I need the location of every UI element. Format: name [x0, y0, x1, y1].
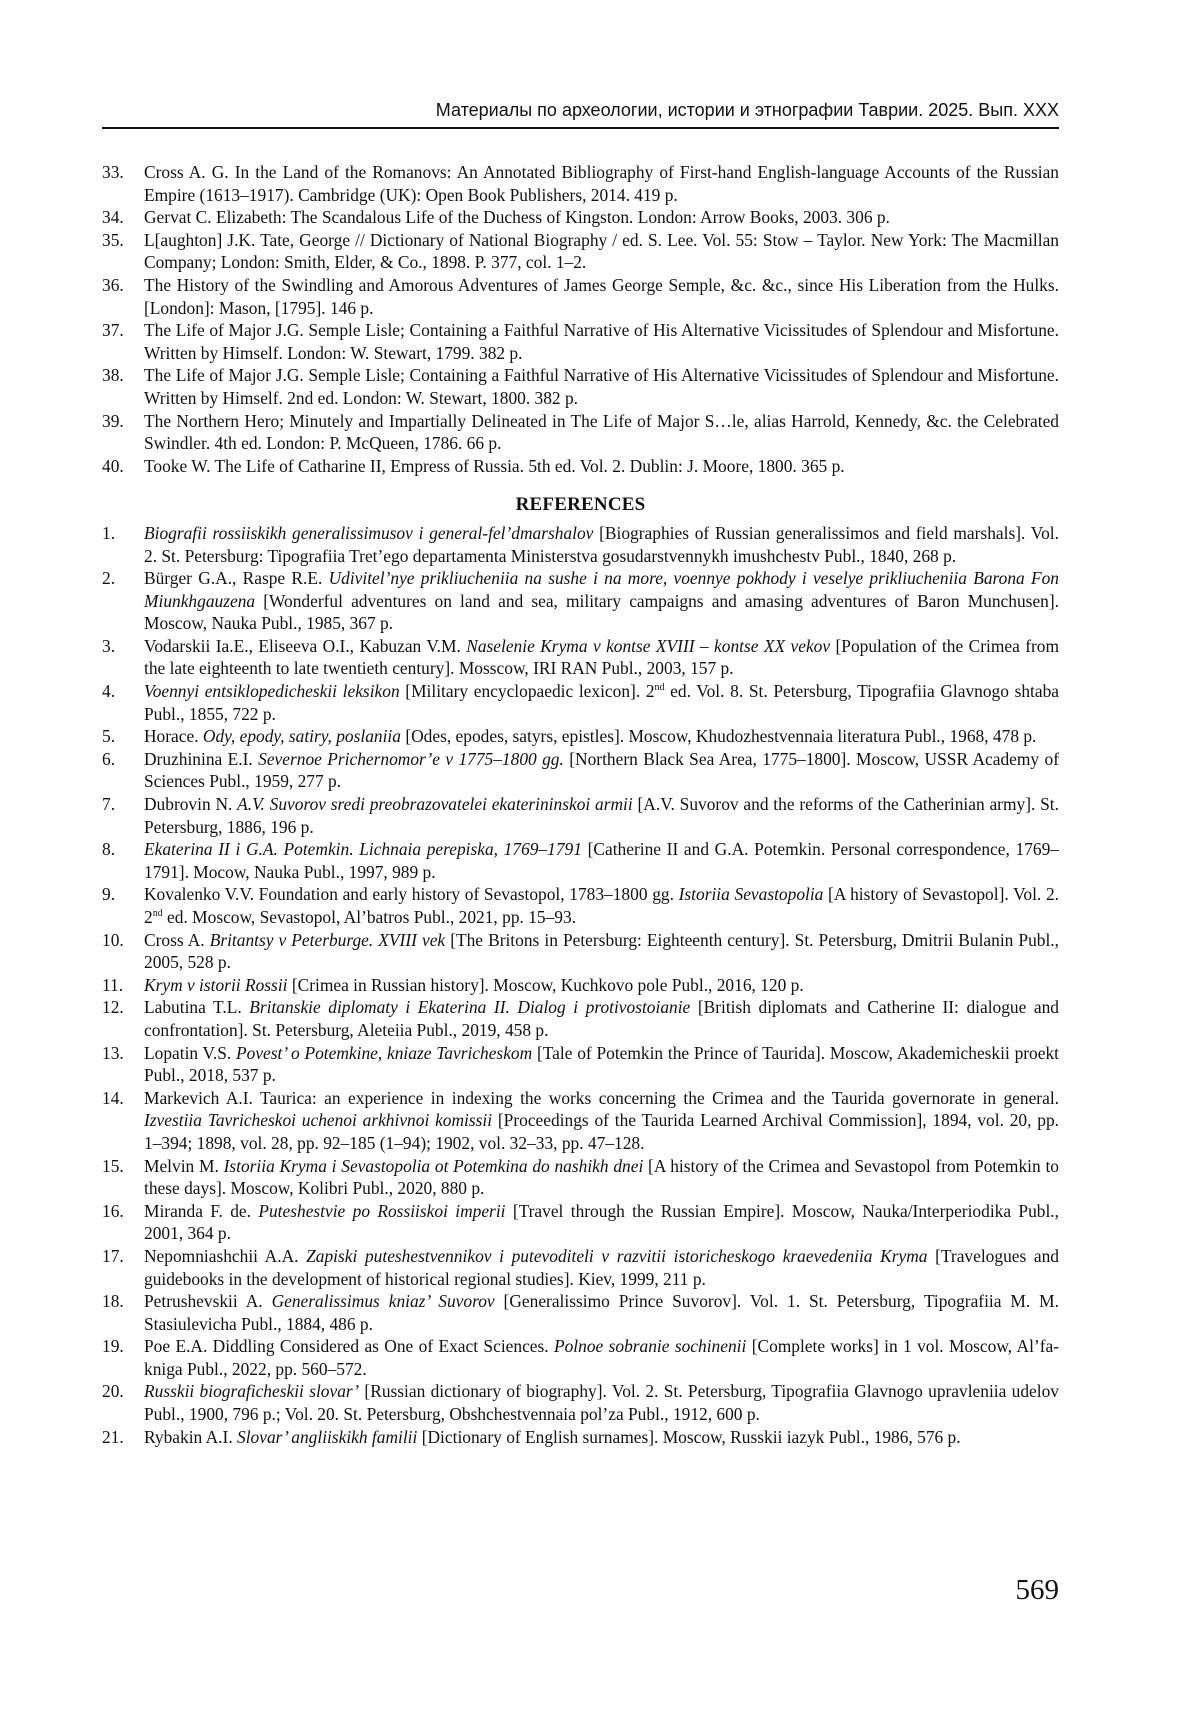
reference-text [144, 997, 1059, 1040]
reference-number: 5. [102, 726, 116, 747]
reference-text [144, 839, 1059, 882]
reference-title-italic: Severnoe Prichernomor’e v 1775–1800 gg. [258, 748, 564, 769]
reference-text [144, 1043, 1059, 1086]
reference-item [102, 455, 1059, 478]
reference-number: 35. [102, 229, 124, 250]
reference-text [144, 1246, 1059, 1289]
reference-title-italic: Generalissimus kniaz’ Suvorov [271, 1291, 495, 1312]
reference-text-part: [British diplomats and Catherine II: dialogue and confrontation]. St. Petersburg, Aleteiia Publ., 2019, 458 p. [144, 997, 1059, 1040]
reference-item [102, 1426, 1059, 1449]
reference-text [144, 636, 1059, 679]
running-header: Материалы по археологии, истории и этнографии Таврии. 2025. Вып. XXX [102, 100, 1059, 129]
reference-text-part: [Military encyclopaedic lexicon]. 2 [399, 681, 655, 702]
reference-number: 9. [102, 884, 116, 905]
reference-text-part: [Biographies of Russian generalissimos and field marshals]. Vol. 2. St. Petersburg: Tipografiia Tret’ego departamenta Ministerstva gosudarstvennykh imushchestv Publ., 1840, 268 p. [144, 522, 1059, 566]
sources-list [102, 161, 1059, 477]
reference-text [144, 230, 1059, 273]
reference-text [144, 320, 1059, 363]
reference-text-part: [The Britons in Petersburg: Eighteenth century]. St. Petersburg, Dmitrii Bulanin Publ., 2005, 528 p. [144, 929, 1060, 973]
reference-text [144, 1156, 1059, 1199]
reference-item [102, 748, 1059, 793]
reference-item [102, 725, 1059, 748]
reference-item [102, 1042, 1059, 1087]
reference-text [144, 749, 1059, 792]
reference-text [144, 794, 1059, 837]
references-list [102, 522, 1059, 1448]
reference-number: 8. [102, 839, 116, 860]
reference-title-italic: Udivitel’nye prikliucheniia na sushe i na more, voennye pokhody i veselye prikliucheniia Barona Fon Miunkhgauzena [144, 568, 1059, 611]
reference-item [102, 1245, 1059, 1290]
reference-number: 13. [102, 1042, 124, 1063]
reference-text [144, 884, 1059, 927]
reference-item [102, 567, 1059, 635]
reference-item [102, 1200, 1059, 1245]
reference-text-part: [Travelogues and guidebooks in the development of historical regional studies]. Kiev, 1999, 211 p. [144, 1245, 1060, 1289]
reference-number: 1. [102, 522, 116, 543]
reference-title-italic: Zapiski puteshestvennikov i putevoditeli v razvitii istoricheskogo kraevedeniia Kryma [306, 1245, 928, 1266]
reference-number: 3. [102, 635, 116, 656]
reference-text-part: L[aughton] J.K. Tate, George // Dictionary of National Biography / ed. S. Lee. Vol. 55: Stow – Taylor. New York: The Macmillan Company; London: Smith, Elder, & Co., 1898. P. 377, col. 1–2. [144, 229, 1059, 273]
reference-text [144, 411, 1059, 454]
reference-number: 6. [102, 748, 116, 769]
reference-number: 37. [102, 320, 124, 341]
reference-item [102, 1290, 1059, 1335]
reference-text-part: [A history of Sevastopol]. Vol. 2. 2 [144, 884, 1059, 927]
reference-text-part: Kovalenko V.V. Foundation and early history of Sevastopol, 1783–1800 gg. [144, 884, 679, 905]
reference-item [102, 1155, 1059, 1200]
reference-title-italic: Puteshestvie po Rossiiskoi imperii [258, 1200, 506, 1221]
reference-item [102, 1087, 1059, 1155]
reference-text-part: Lopatin V.S. [144, 1042, 237, 1063]
reference-title-italic: Britantsy v Peterburge. XVIII vek [209, 929, 446, 950]
reference-number: 11. [102, 974, 124, 995]
reference-text [144, 568, 1059, 633]
reference-text [144, 275, 1059, 318]
reference-text-part: [Tale of Potemkin the Prince of Taurida]. Moscow, Akademicheskii proekt Publ., 2018, 537 p. [144, 1042, 1059, 1086]
reference-text-part: [Complete works] in 1 vol. Moscow, Al’fa-kniga Publ., 2022, pp. 560–572. [144, 1336, 1060, 1379]
reference-item [102, 838, 1059, 883]
reference-text [144, 456, 845, 476]
reference-title-italic: Voennyi entsiklopedicheskii leksikon [144, 681, 400, 702]
reference-number: 12. [102, 997, 124, 1018]
reference-text-part: Horace. [144, 726, 203, 747]
reference-item [102, 929, 1059, 974]
reference-number: 16. [102, 1200, 124, 1221]
reference-text [144, 930, 1059, 973]
reference-title-italic: Krym v istorii Rossii [144, 974, 288, 995]
reference-text [144, 1088, 1059, 1153]
reference-title-italic: Ody, epody, satiry, poslaniia [202, 726, 401, 747]
reference-text-part: Miranda F. de. [144, 1200, 259, 1221]
reference-text-part: [Northern Black Sea Area, 1775–1800]. Moscow, USSR Academy of Sciences Publ., 1959, 277 p. [144, 748, 1059, 792]
reference-item [102, 1380, 1059, 1425]
reference-text-part: Markevich A.I. Taurica: an experience in indexing the works concerning the Crimea and the Taurida governorate in general. [144, 1087, 1059, 1108]
reference-item [102, 229, 1059, 274]
reference-title-italic: Istoriia Kryma i Sevastopolia ot Potemkina do nashikh dnei [223, 1155, 644, 1176]
reference-number: 38. [102, 365, 124, 386]
reference-title-italic: Povest’ o Potemkine, kniaze Tavricheskom [236, 1042, 533, 1063]
reference-text-part: [Odes, epodes, satyrs, epistles]. Moscow, Khudozhestvennaia literatura Publ., 1968, 478 p. [400, 726, 1037, 747]
reference-text [144, 681, 1059, 724]
reference-text [144, 1427, 961, 1447]
reference-text-part: [Proceedings of the Taurida Learned Archival Commission], 1894, vol. 20, pp. 1–394; 1898, vol. 28, pp. 92–185 (1–94); 1902, vol. 32–33, pp. 47–128. [144, 1110, 1059, 1153]
reference-text-part: Rybakin A.I. [144, 1426, 238, 1447]
reference-text [144, 207, 890, 227]
reference-text-part: [Generalissimo Prince Suvorov]. Vol. 1. St. Petersburg, Tipografiia M. M. Stasiulevicha Publ., 1884, 486 p. [144, 1291, 1059, 1334]
reference-text-part: Bürger G.A., Raspe R.E. [144, 568, 329, 589]
reference-text-part: [Population of the Crimea from the late eighteenth to late twentieth century]. Mosscow, IRI RAN Publ., 2003, 157 p. [144, 635, 1059, 679]
reference-text-part: [Wonderful adventures on land and sea, military campaigns and amasing adventures of Baron Munchusen]. Moscow, Nauka Publ., 1985, 367 p. [144, 590, 1059, 634]
reference-number: 10. [102, 929, 124, 950]
reference-text-part: Melvin M. [144, 1155, 224, 1176]
reference-item [102, 996, 1059, 1041]
reference-text-part: ed. Moscow, Sevastopol, Al’batros Publ., 2021, pp. 15–93. [162, 907, 577, 927]
reference-text-part: The Northern Hero; Minutely and Impartially Delineated in The Life of Major S…le, alias Harrold, Kennedy, &c. the Celebrated Swindler. 4th ed. London: P. McQueen, 1786. 66 p. [144, 410, 1059, 454]
reference-text-part: The History of the Swindling and Amorous Adventures of James George Semple, &c. &c., since His Liberation from the Hulks. [London]: Mason, [1795]. 146 p. [144, 274, 1059, 318]
reference-number: 15. [102, 1155, 124, 1176]
reference-item [102, 319, 1059, 364]
reference-title-italic: Polnoe sobranie sochinenii [553, 1336, 747, 1357]
reference-number: 2. [102, 568, 116, 589]
reference-number: 33. [102, 162, 124, 182]
reference-text [144, 1381, 1059, 1424]
reference-title-italic: Istoriia Sevastopolia [678, 884, 824, 905]
reference-number: 39. [102, 410, 124, 431]
reference-number: 21. [102, 1426, 124, 1447]
reference-number: 17. [102, 1245, 124, 1266]
reference-title-italic: Izvestiia Tavricheskoi uchenoi arkhivnoi komissii [144, 1110, 493, 1131]
references-heading: REFERENCES [515, 494, 646, 516]
reference-text [144, 162, 1059, 205]
reference-text-part: ed. Vol. 8. St. Petersburg, Tipografiia Glavnogo shtaba Publ., 1855, 722 p. [144, 681, 1059, 724]
reference-title-italic: Ekaterina II i G.A. Potemkin. Lichnaia perepiska, 1769–1791 [144, 839, 582, 860]
ordinal-superscript: nd [152, 908, 163, 920]
reference-item [102, 410, 1059, 455]
reference-number: 7. [102, 794, 116, 815]
reference-text-part: Dubrovin N. [144, 794, 238, 815]
reference-number: 18. [102, 1291, 124, 1312]
reference-text-part: Cross A. [144, 929, 210, 950]
page-content [102, 161, 1059, 1448]
reference-text-part: Cross A. G. In the Land of the Romanovs: An Annotated Bibliography of First-hand English-language Accounts of the Russian Empire (1613–1917). Cambridge (UK): Open Book Publishers, 2014. 419 p. [144, 162, 1059, 205]
reference-title-italic: Slovar’ angliiskikh familii [237, 1426, 418, 1447]
reference-text-part: [Crimea in Russian history]. Moscow, Kuchkovo pole Publ., 2016, 120 p. [287, 974, 804, 995]
reference-number: 20. [102, 1381, 124, 1402]
reference-text [144, 1291, 1059, 1334]
reference-item [102, 161, 1059, 206]
reference-number: 34. [102, 207, 124, 228]
reference-title-italic: Britanskie diplomaty i Ekaterina II. Dialog i protivostoianie [249, 997, 691, 1018]
reference-text-part: [Russian dictionary of biography]. Vol. 2. St. Petersburg, Tipografiia Glavnogo upravleniia udelov Publ., 1900, 796 p.; Vol. 20. St. Petersburg, Obshchestvennaia pol’za Publ., 1912, 600 p. [144, 1381, 1059, 1425]
reference-item [102, 1335, 1059, 1380]
reference-text [144, 1336, 1059, 1379]
reference-title-italic: Naselenie Kryma v kontse XVIII – kontse XX vekov [466, 635, 831, 656]
reference-item [102, 206, 1059, 229]
reference-text-part: Nepomniashchii A.A. [144, 1245, 307, 1266]
reference-title-italic: Biografii rossiiskikh generalissimusov i general-fel’dmarshalov [144, 522, 594, 543]
reference-text-part: [Travel through the Russian Empire]. Moscow, Nauka/Interperiodika Publ., 2001, 364 p. [144, 1200, 1059, 1244]
reference-text-part: Tooke W. The Life of Catharine II, Empress of Russia. 5th ed. Vol. 2. Dublin: J. Moore, 1800. 365 p. [144, 455, 845, 476]
reference-number: 4. [102, 681, 116, 702]
reference-text-part: Vodarskii Ia.E., Eliseeva O.I., Kabuzan V.M. [144, 635, 467, 656]
reference-text-part: [Dictionary of English surnames]. Moscow, Russkii iazyk Publ., 1986, 576 p. [417, 1426, 961, 1447]
reference-item [102, 974, 1059, 997]
ordinal-superscript: nd [654, 682, 665, 694]
reference-number: 14. [102, 1087, 124, 1108]
reference-text-part: [Catherine II and G.A. Potemkin. Personal correspondence, 1769–1791]. Mocow, Nauka Publ., 1997, 989 p. [144, 839, 1059, 882]
reference-text [144, 726, 1036, 746]
reference-text [144, 365, 1059, 408]
reference-item [102, 793, 1059, 838]
reference-text-part: The Life of Major J.G. Semple Lisle; Containing a Faithful Narrative of His Alternative Vicissitudes of Splendour and Misfortune. Written by Himself. 2nd ed. London: W. Stewart, 1800. 382 p. [144, 365, 1059, 408]
reference-text [144, 975, 804, 995]
reference-title-italic: A.V. Suvorov sredi preobrazovatelei ekaterininskoi armii [237, 794, 633, 815]
reference-text-part: Poe E.A. Diddling Considered as One of Exact Sciences. [144, 1336, 554, 1357]
reference-item [102, 522, 1059, 567]
reference-title-italic: Russkii biograficheskii slovar’ [144, 1381, 360, 1402]
reference-text-part: [A.V. Suvorov and the reforms of the Catherinian army]. St. Petersburg, 1886, 196 p. [144, 794, 1059, 837]
reference-number: 19. [102, 1336, 124, 1357]
reference-item [102, 680, 1059, 725]
reference-text [144, 523, 1059, 566]
reference-number: 40. [102, 455, 124, 476]
reference-text-part: Labutina T.L. [144, 997, 250, 1018]
reference-text [144, 1201, 1059, 1244]
reference-text-part: Druzhinina E.I. [144, 748, 259, 769]
reference-text-part: Petrushevskii A. [144, 1291, 272, 1312]
reference-text-part: [A history of the Crimea and Sevastopol from Potemkin to these days]. Moscow, Kolibri Publ., 2020, 880 p. [144, 1155, 1059, 1199]
reference-text-part: Gervat C. Elizabeth: The Scandalous Life of the Duchess of Kingston. London: Arrow Books, 2003. 306 p. [144, 207, 890, 228]
reference-item [102, 364, 1059, 409]
reference-text-part: The Life of Major J.G. Semple Lisle; Containing a Faithful Narrative of His Alternative Vicissitudes of Splendour and Misfortune. Written by Himself. London: W. Stewart, 1799. 382 p. [144, 320, 1059, 363]
page-number: 569 [1015, 1574, 1059, 1606]
reference-item [102, 883, 1059, 928]
reference-number: 36. [102, 274, 124, 295]
reference-item [102, 635, 1059, 680]
reference-item [102, 274, 1059, 319]
